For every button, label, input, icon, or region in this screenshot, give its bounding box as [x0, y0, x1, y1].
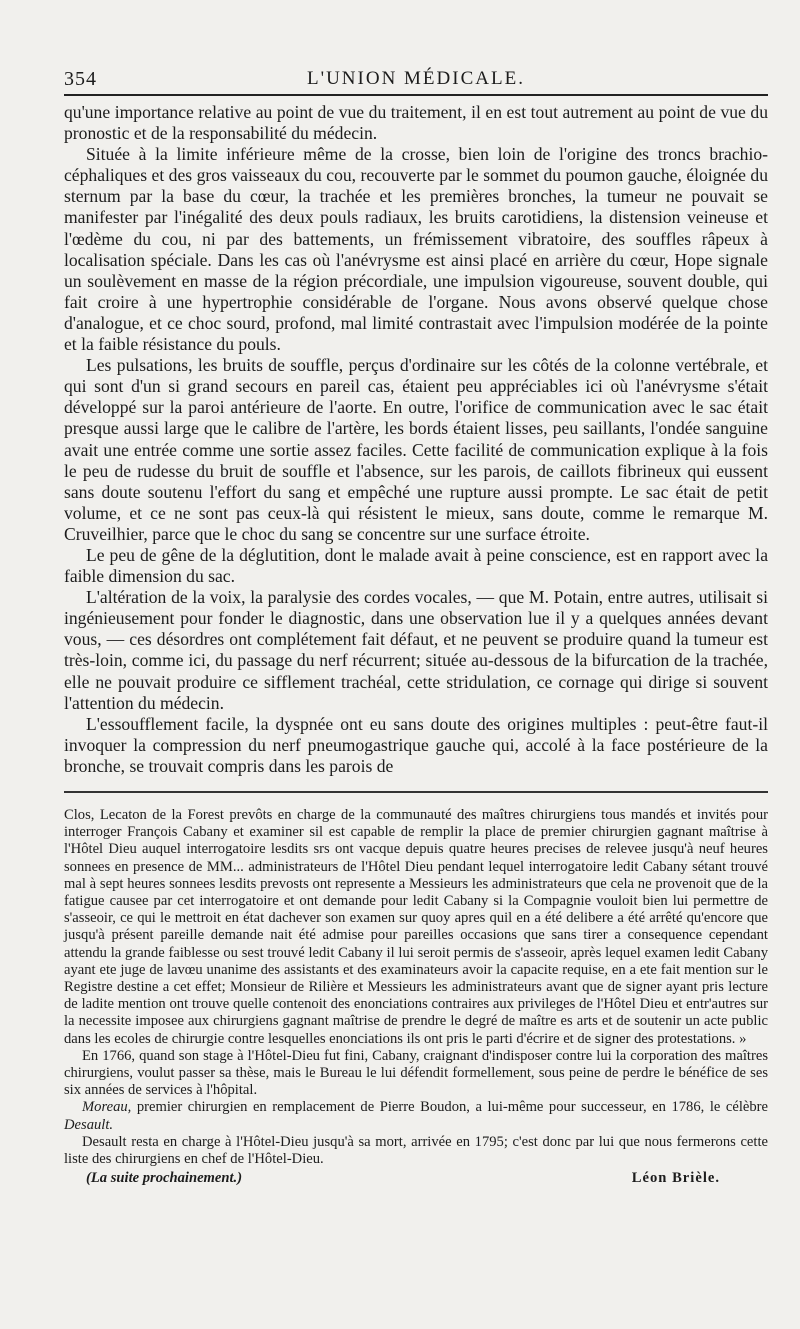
body-paragraph: L'altération de la voix, la paralysie des cordes vocales, — que M. Potain, entre autres, utilisait si ingénieusement pour fonder le diagnostic, dans une observation lue il y a quelques années devant vous, — ces désordres ont complétement fait défaut, et ne peuvent se produire quand la tumeur est très-loin, comme ici, du passage du nerf récurrent; située au-dessous de la bifurcation de la trachée, elle ne pouvait produire ce sifflement trachéal, cette stridulation, ce cornage qui dirige si souvent l'attention du médecin.	[64, 587, 768, 713]
moreau-text: premier chirurgien en remplacement de Pierre Boudon, a lui-même pour successeur, en 1786, le célèbre	[131, 1099, 768, 1116]
body-paragraph: Le peu de gêne de la déglutition, dont le malade avait à peine conscience, est en rapport avec la faible dimension du sac.	[64, 544, 768, 587]
body-paragraph: L'essoufflement facile, la dyspnée ont eu sans doute des origines multiples : peut-être faut-il invoquer la compression du nerf pneumogastrique gauche qui, accolé à la face postérieure de la bronche, se trouvait compris dans les parois de	[64, 713, 768, 776]
body-paragraph: Située à la limite inférieure même de la crosse, bien loin de l'origine des troncs brachio-céphaliques et des gros vaisseaux du cou, recouverte par le sommet du poumon gauche, éloignée du sternum par la base du cœur, la trachée et les premières bronches, la tumeur ne pouvait se manifester par l'inégalité des deux pouls radiaux, les bruits carotidiens, la distension veineuse et l'œdème du cou, ni par des battements, un frémissement vibratoire, des souffles râpeux à localisation spéciale. Dans les cas où l'anévrysme est ainsi placé en arrière du cœur, Hope signale un soulèvement en masse de la région précordiale, une impulsion vigoureuse, souvent double, qui fait croire à une hypertrophie considérable de l'organe. Nous avons observé quelque chose d'analogue, et ce choc sourd, profond, mal limité contrastait avec l'impulsion modérée de la pointe et la faible résistance du pouls.	[64, 144, 768, 355]
footnote-paragraph: Desault resta en charge à l'Hôtel-Dieu jusqu'à sa mort, arrivée en 1795; c'est donc par lui que nous fermerons cette liste des chirurgiens en chef de l'Hôtel-Dieu.	[64, 1133, 768, 1168]
footnote-paragraph-moreau	[64, 1099, 768, 1133]
body-text	[64, 102, 768, 777]
signoff	[64, 1169, 768, 1189]
page-number: 354	[64, 68, 97, 90]
footnote-quote: Clos, Lecaton de la Forest prevôts en charge de la communauté des maîtres chirurgiens tous mandés et invités pour interroger François Cabany et examiner sil est capable de remplir la place de premier chirurgien gagnant maîtrise à l'Hôtel Dieu auquel interrogatoire lesdits srs ont vacque depuis quatre heures precises de relevee jusqu'à neuf heures sonnees en presence de MM... administrateurs de l'Hôtel Dieu pendant lequel interrogatoire ledit Cabany sétant trouvé mal à sept heures sonnees lesdits prevosts ont represente a Messieurs les administrateurs que cela ne provenoit que de la fatigue causee par cet interrogatoire et ont demande pour ledit Cabany si la Compagnie vouloit bien lui permettre de s'asseoir, ce qui le mettroit en état dachever son examen sur quoy apres quil en a été delibere a été arrêté qu'encore que jusqu'à présent pareille demande nait été admise pour pareilles occasions que sans tirer a consequence cependant attendu la grande faiblesse ou sest trouvé ledit Cabany il lui seroit permis de s'asseoir, après lequel examen ledit Cabany ayant ete juge de lavœu unanime des assistants et des examinateurs avoir la capacite requise, en a ete fait mention sur le Registre destine a cet effet; Monsieur de Rilière et Messieurs les administrateurs avant que de signer ayant pris lecture de ladite mention ont trouve quelle contenoit des enonciations contraires aux privileges de l'Hôtel Dieu et entr'autres sur la necessite imposee aux chirurgiens gagnant maîtrise de prendre le degré de maître es arts et de soutenir un acte public dans les ecoles de chirurgie contre lesquelles enonciations ils ont pris le parti d'écrire et de signer des protestations. »	[64, 807, 768, 1047]
footnote-rule	[64, 791, 768, 793]
body-paragraph: qu'une importance relative au point de vue du traitement, il en est tout autrement au point de vue du pronostic et de la responsabilité du médecin.	[64, 102, 768, 144]
footnotes	[64, 807, 768, 1168]
footnote-paragraph: En 1766, quand son stage à l'Hôtel-Dieu fut fini, Cabany, craignant d'indisposer contre lui la corporation des maîtres chirurgiens, voulut passer sa thèse, mais le Bureau le lui défendit formellement, sous peine de perdre le bénéfice de ses six années de services à l'hôpital.	[64, 1047, 768, 1099]
body-paragraph: Les pulsations, les bruits de souffle, perçus d'ordinaire sur les côtés de la colonne vertébrale, et qui sont d'un si grand secours en pareil cas, étaient peu appréciables ici où l'anévrysme s'était développé sur la paroi antérieure de l'aorte. En outre, l'orifice de communication avec le sac était presque aussi large que le calibre de l'artère, les bords étaient lisses, peu saillants, l'ondée sanguine avait une entrée comme une sortie assez faciles. Cette facilité de communication explique à la fois le peu de rudesse du bruit de souffle et l'absence, sur les parois, de caillots fibrineux qui eussent sans doute soutenu l'effort du sang et empêché une rupture aussi prompte. Le sac était de petit volume, et ce ne sont pas ceux-là qui résistent le mieux, sans doute, comme le remarque M. Cruveilhier, parce que le choc du sang se concentre sur une surface étroite.	[64, 355, 768, 544]
name-desault: Desault.	[64, 1116, 114, 1133]
to-be-continued: (La suite prochainement.)	[86, 1170, 243, 1187]
running-head	[64, 60, 768, 92]
header-rule	[64, 94, 768, 96]
author-signature: Léon Brièle.	[631, 1170, 720, 1187]
name-moreau: Moreau,	[82, 1099, 132, 1116]
journal-title: L'UNION MÉDICALE.	[307, 68, 525, 89]
